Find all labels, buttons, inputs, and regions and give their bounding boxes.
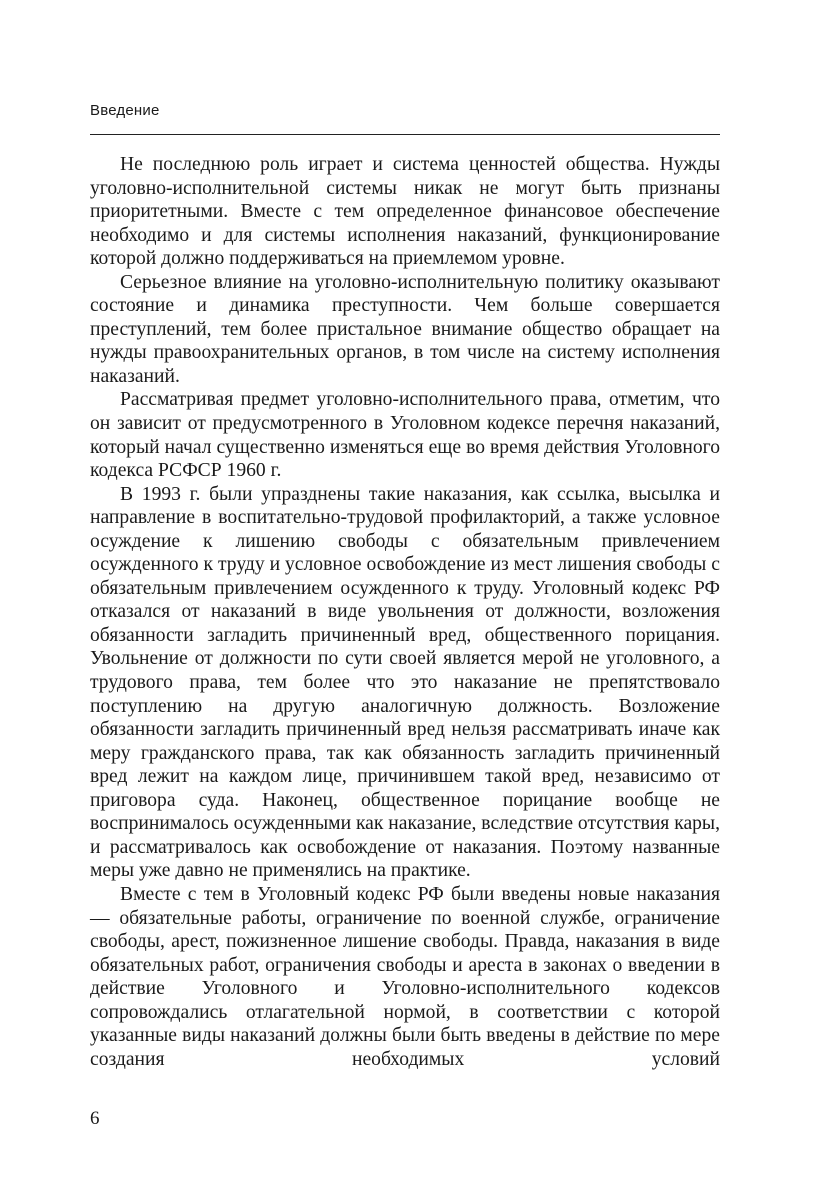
paragraph: Не последнюю роль играет и система ценностей общества. Нужды уголовно-исполнительной системы никак не могут быть признаны приоритетными. Вместе с тем определенное финансовое обеспечение необходимо и для системы исполнения наказаний, функционирование которой должно поддерживаться на приемлемом уровне.: [90, 154, 720, 270]
page-number: 6: [90, 1108, 100, 1129]
paragraph: Вместе с тем в Уголовный кодекс РФ были введены новые наказания — обязательные работы, ограничение по военной службе, ограничение свободы, арест, пожизненное лишение свободы. Правда, наказания в виде обязательных работ, ограничения свободы и ареста в законах о введении в действие Уголовного и Уголовно-исполнительного кодексов сопровождались отлагательной нормой, в соответствии с которой указанные виды наказаний должны были быть введены в действие по мере создания необходимых условий: [90, 883, 720, 1070]
header-rule: [90, 134, 720, 135]
paragraph: В 1993 г. были упразднены такие наказания, как ссылка, высылка и направление в воспитательно-трудовой профилакторий, а также условное осуждение к лишению свободы с обязательным привлечением осужденного к труду и условное освобождение из мест лишения свободы с обязательным привлечением осужденного к труду. Уголовный кодекс РФ отказался от наказаний в виде увольнения от должности, возложения обязанности загладить причиненный вред, общественного порицания. Увольнение от должности по сути своей является мерой не уголовного, а трудового права, тем более что это наказание не препятствовало поступлению на другую аналогичную должность. Возложение обязанности загладить причиненный вред нельзя рассматривать иначе как меру гражданского права, так как обязанность загладить причиненный вред лежит на каждом лице, причинившем такой вред, независимо от приговора суда. Наконец, общественное порицание вообще не воспринималось осужденными как наказание, вследствие отсутствия кары, и рассматривалось как освобождение от наказания. Поэтому названные меры уже давно не применялись на практике.: [90, 483, 720, 882]
main-text: [90, 153, 720, 1071]
paragraph: Серьезное влияние на уголовно-исполнительную политику оказывают состояние и динамика преступности. Чем больше совершается преступлений, тем более пристальное внимание общество обращает на нужды правоохранительных органов, в том числе на систему исполнения наказаний.: [90, 271, 720, 387]
running-title: Введение: [90, 102, 160, 119]
paragraph: Рассматривая предмет уголовно-исполнительного права, отметим, что он зависит от предусмотренного в Уголовном кодексе перечня наказаний, который начал существенно изменяться еще во время действия Уголовного кодекса РСФСР 1960 г.: [90, 389, 720, 482]
